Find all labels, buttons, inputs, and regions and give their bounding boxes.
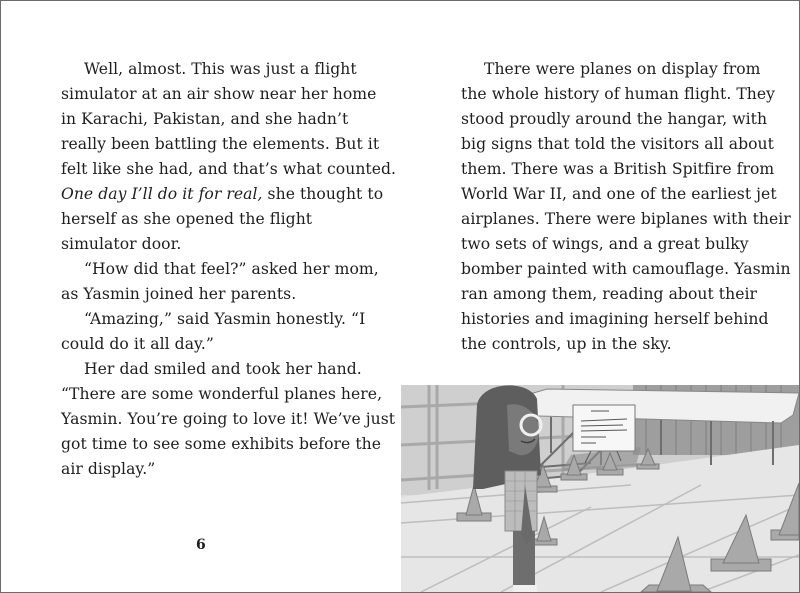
text-line: “There are some wonderful planes here, [61, 385, 383, 403]
text-line: them. There was a British Spitfire from [461, 160, 775, 178]
text-line: two sets of wings, and a great bulky [461, 235, 749, 253]
left-page [1, 1, 401, 592]
text-line [61, 182, 384, 207]
italic-thought: One day I’ll do it for real, [61, 185, 263, 203]
text-line: in Karachi, Pakistan, and she hadn’t [61, 110, 349, 128]
illustration-svg [401, 385, 799, 592]
text-line: the whole history of human flight. They [461, 85, 776, 103]
left-page-text [61, 57, 397, 482]
text-line: air display.” [61, 460, 156, 478]
text-line: got time to see some exhibits before the [61, 435, 382, 453]
text-fragment: she thought to [262, 185, 384, 203]
text-line: big signs that told the visitors all about [461, 135, 774, 153]
text-line: Well, almost. This was just a flight [84, 60, 357, 78]
text-line: Yasmin. You’re going to love it! We’ve just [61, 410, 396, 428]
text-line: Her dad smiled and took her hand. [84, 360, 362, 378]
text-line: could do it all day.” [61, 335, 214, 353]
text-line: herself as she opened the flight [61, 210, 313, 228]
text-line: simulator at an air show near her home [61, 85, 377, 103]
right-page-text [461, 57, 791, 357]
text-line: ran among them, reading about their [461, 285, 758, 303]
text-line: airplanes. There were biplanes with their [461, 210, 791, 228]
hangar-illustration [401, 385, 799, 592]
page-number: 6 [196, 537, 206, 553]
text-line: “How did that feel?” asked her mom, [84, 260, 379, 278]
text-line: stood proudly around the hangar, with [461, 110, 768, 128]
text-line: “Amazing,” said Yasmin honestly. “I [84, 310, 366, 328]
text-line: really been battling the elements. But it [61, 135, 380, 153]
text-line: as Yasmin joined her parents. [61, 285, 297, 303]
text-line: There were planes on display from [484, 60, 761, 78]
text-line: bomber painted with camouflage. Yasmin [461, 260, 791, 278]
text-line: simulator door. [61, 235, 182, 253]
text-line: histories and imagining herself behind [461, 310, 769, 328]
text-line: World War II, and one of the earliest jet [461, 185, 777, 203]
text-line: felt like she had, and that’s what counted. [61, 160, 397, 178]
text-line: the controls, up in the sky. [461, 335, 672, 353]
